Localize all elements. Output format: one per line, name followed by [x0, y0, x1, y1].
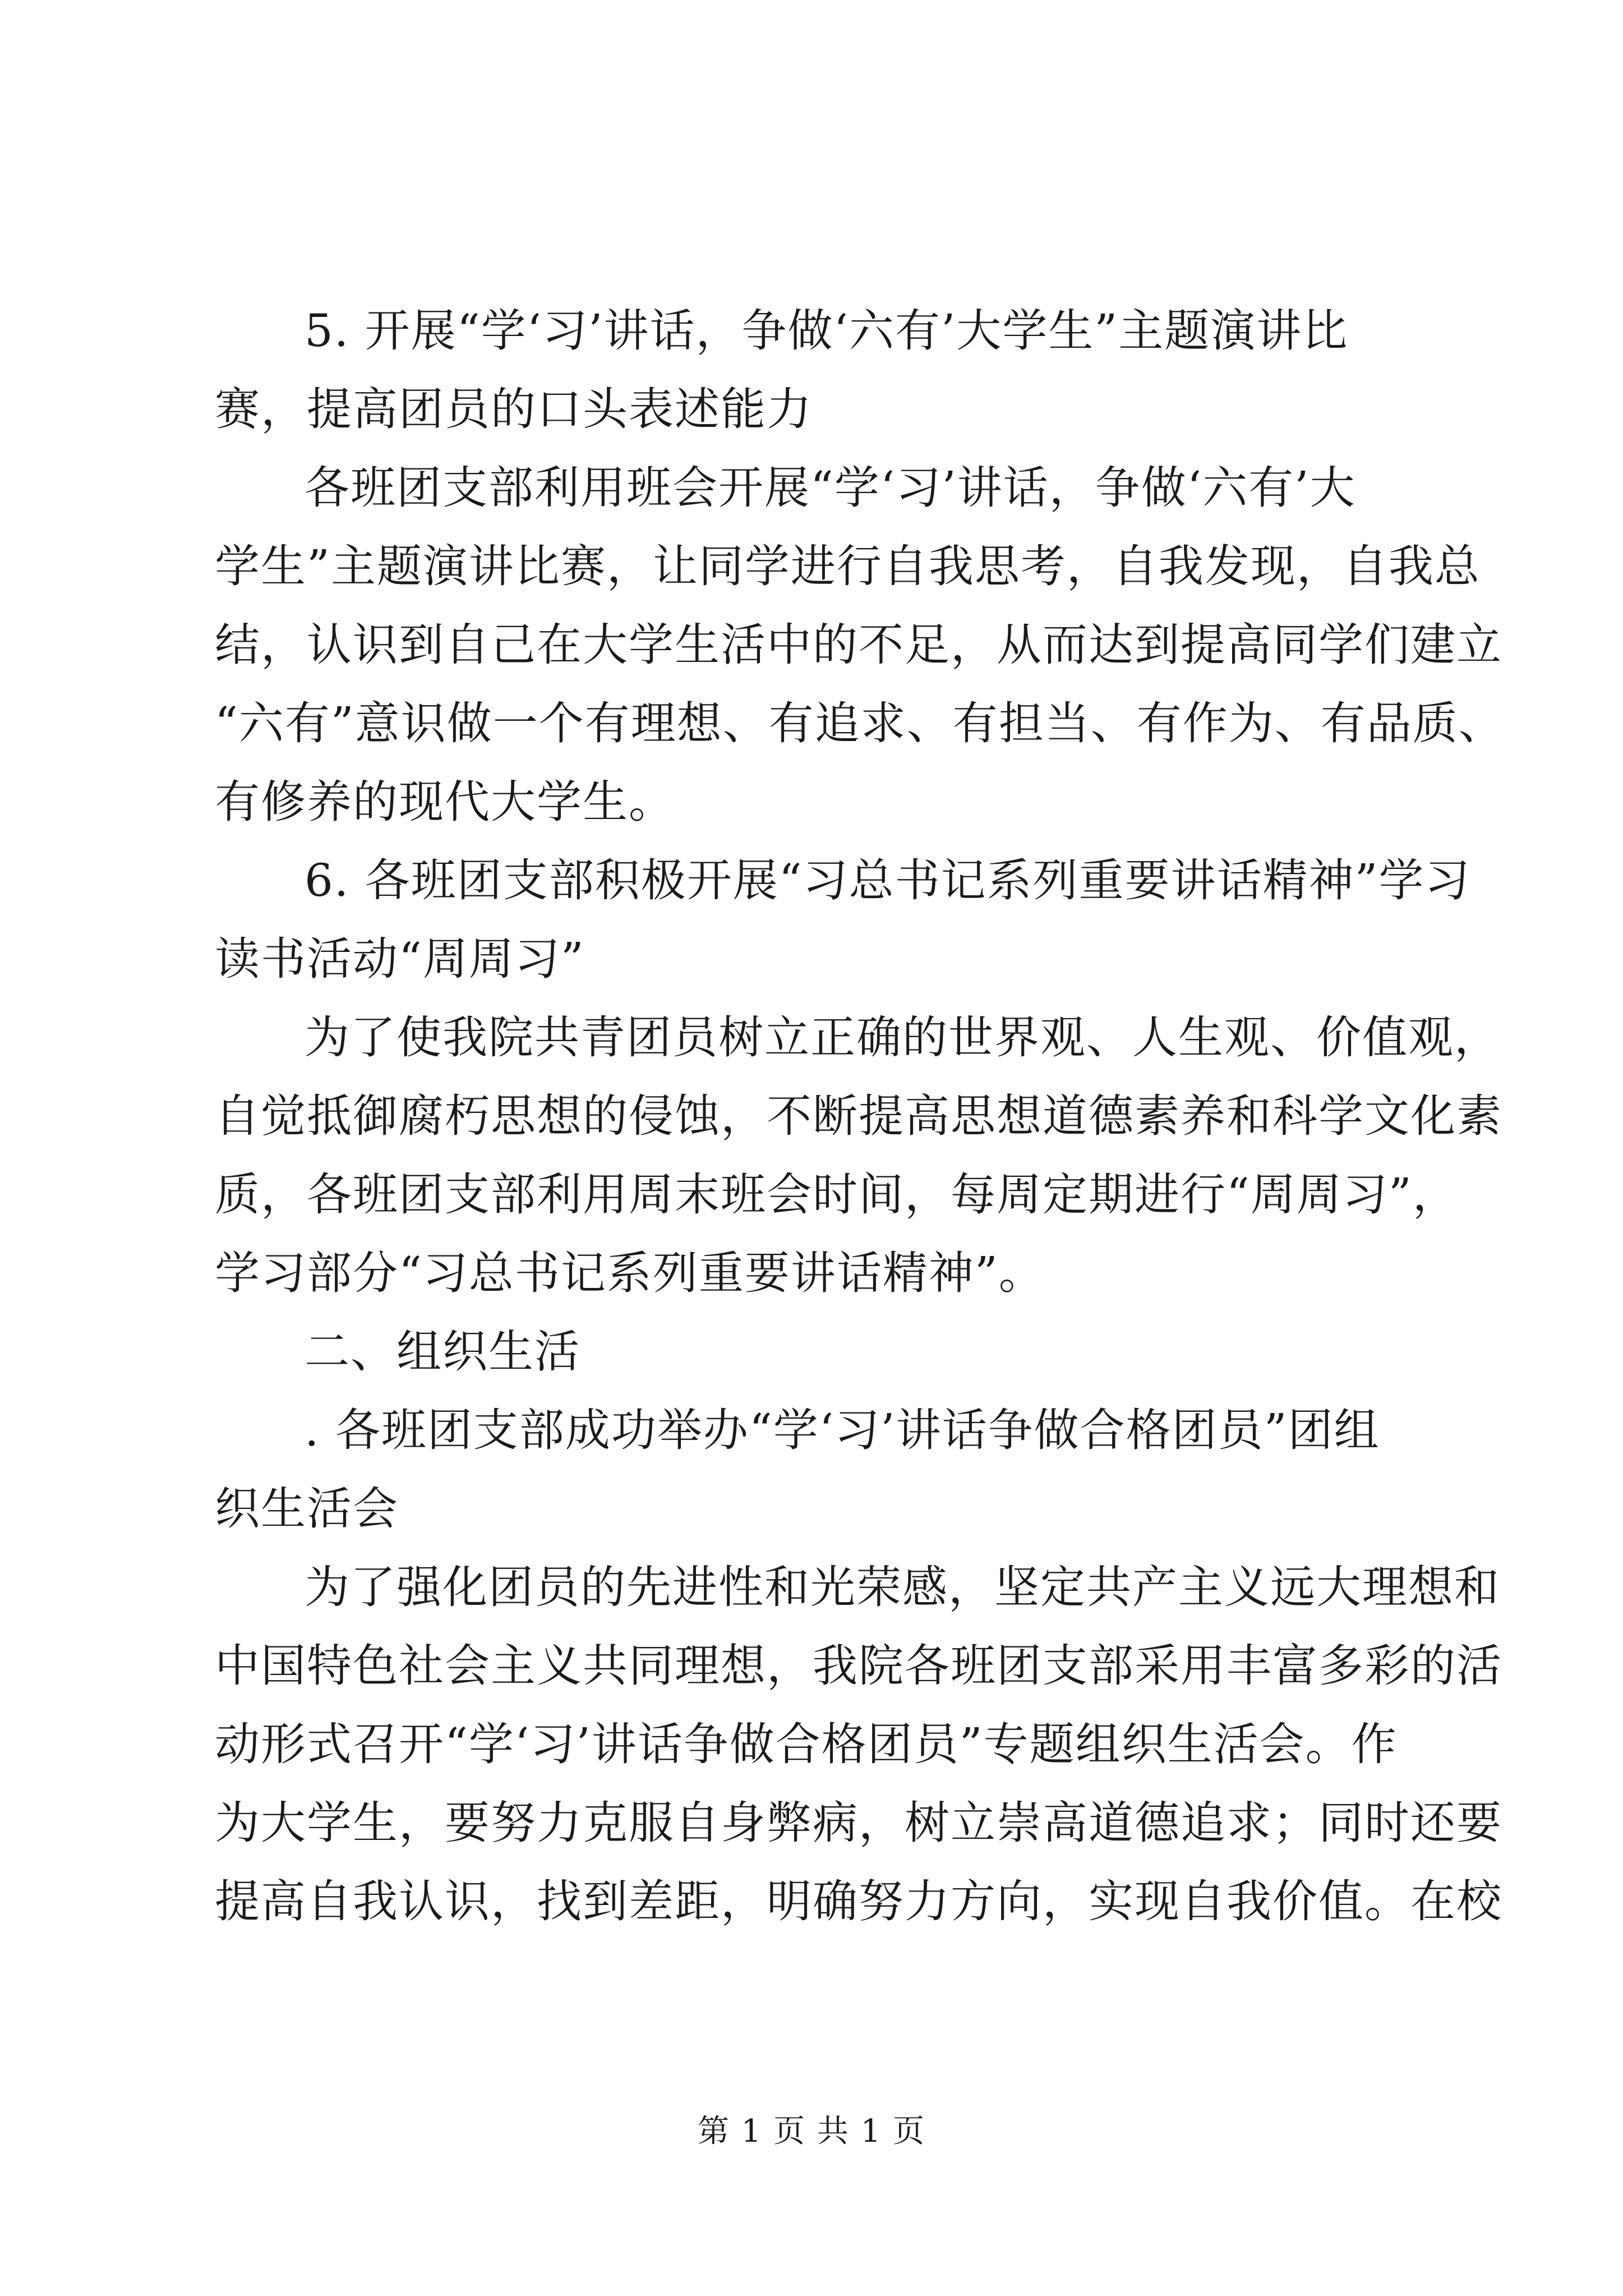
section-2-heading [215, 1313, 1415, 1391]
text-line: . 各班团支部成功举办“学‘习’讲话争做合格团员”团组 [305, 1404, 1380, 1456]
page-number-footer: 第 1 页 共 1 页 [697, 2113, 926, 2150]
item-5-body [215, 449, 1505, 841]
text-line: 学生”主题演讲比赛，让同学进行自我思考，自我发现，自我总 [215, 540, 1481, 592]
text-line: 读书活动“周周习” [215, 933, 585, 985]
document-body [215, 292, 1505, 1941]
text-line: 各班团支部利用班会开展“学‘习’讲话，争做‘六有’大 [305, 462, 1356, 514]
text-line: 中国特色社会主义共同理想，我院各班团支部采用丰富多彩的活 [215, 1640, 1502, 1692]
text-line: 为大学生，要努力克服自身弊病，树立崇高道德追求；同时还要 [215, 1797, 1502, 1849]
text-line: 质，各班团支部利用周末班会时间，每周定期进行“周周习”， [215, 1168, 1459, 1221]
text-line: 提高自我认识，找到差距，明确努力方向，实现自我价值。在校 [215, 1875, 1502, 1927]
text-line: 织生活会 [215, 1483, 399, 1535]
text-line: 赛，提高团员的口头表述能力 [215, 383, 813, 435]
text-line: 动形式召开“学‘习’讲话争做合格团员”专题组织生活会。作 [215, 1718, 1398, 1770]
text-line: 二、组织生活 [305, 1326, 580, 1378]
text-line: 结，认识到自己在大学生活中的不足，从而达到提高同学们建立 [215, 619, 1502, 671]
text-line: 自觉抵御腐朽思想的侵蚀，不断提高思想道德素养和科学文化素 [215, 1090, 1502, 1142]
text-line: 为了强化团员的先进性和光荣感，坚定共产主义远大理想和 [305, 1561, 1500, 1613]
text-line: 6. 各班团支部积极开展“习总书记系列重要讲话精神”学习 [305, 854, 1471, 907]
section-2-item-body [215, 1548, 1502, 1941]
text-line: 学习部分“习总书记系列重要讲话精神”。 [215, 1247, 1045, 1299]
text-line: 为了使我院共青团员树立正确的世界观、人生观、价值观， [305, 1011, 1500, 1064]
text-line: 5. 开展“学‘习’讲话，争做‘六有’大学生”主题演讲比 [305, 305, 1349, 357]
section-2-item-heading [215, 1391, 1415, 1548]
item-6-body [215, 999, 1502, 1313]
text-line: “六有”意识做一个有理想、有追求、有担当、有作为、有品质、 [215, 697, 1505, 749]
item-6-heading [215, 841, 1471, 999]
text-line: 有修养的现代大学生。 [215, 776, 675, 828]
item-5-heading [215, 292, 1415, 449]
